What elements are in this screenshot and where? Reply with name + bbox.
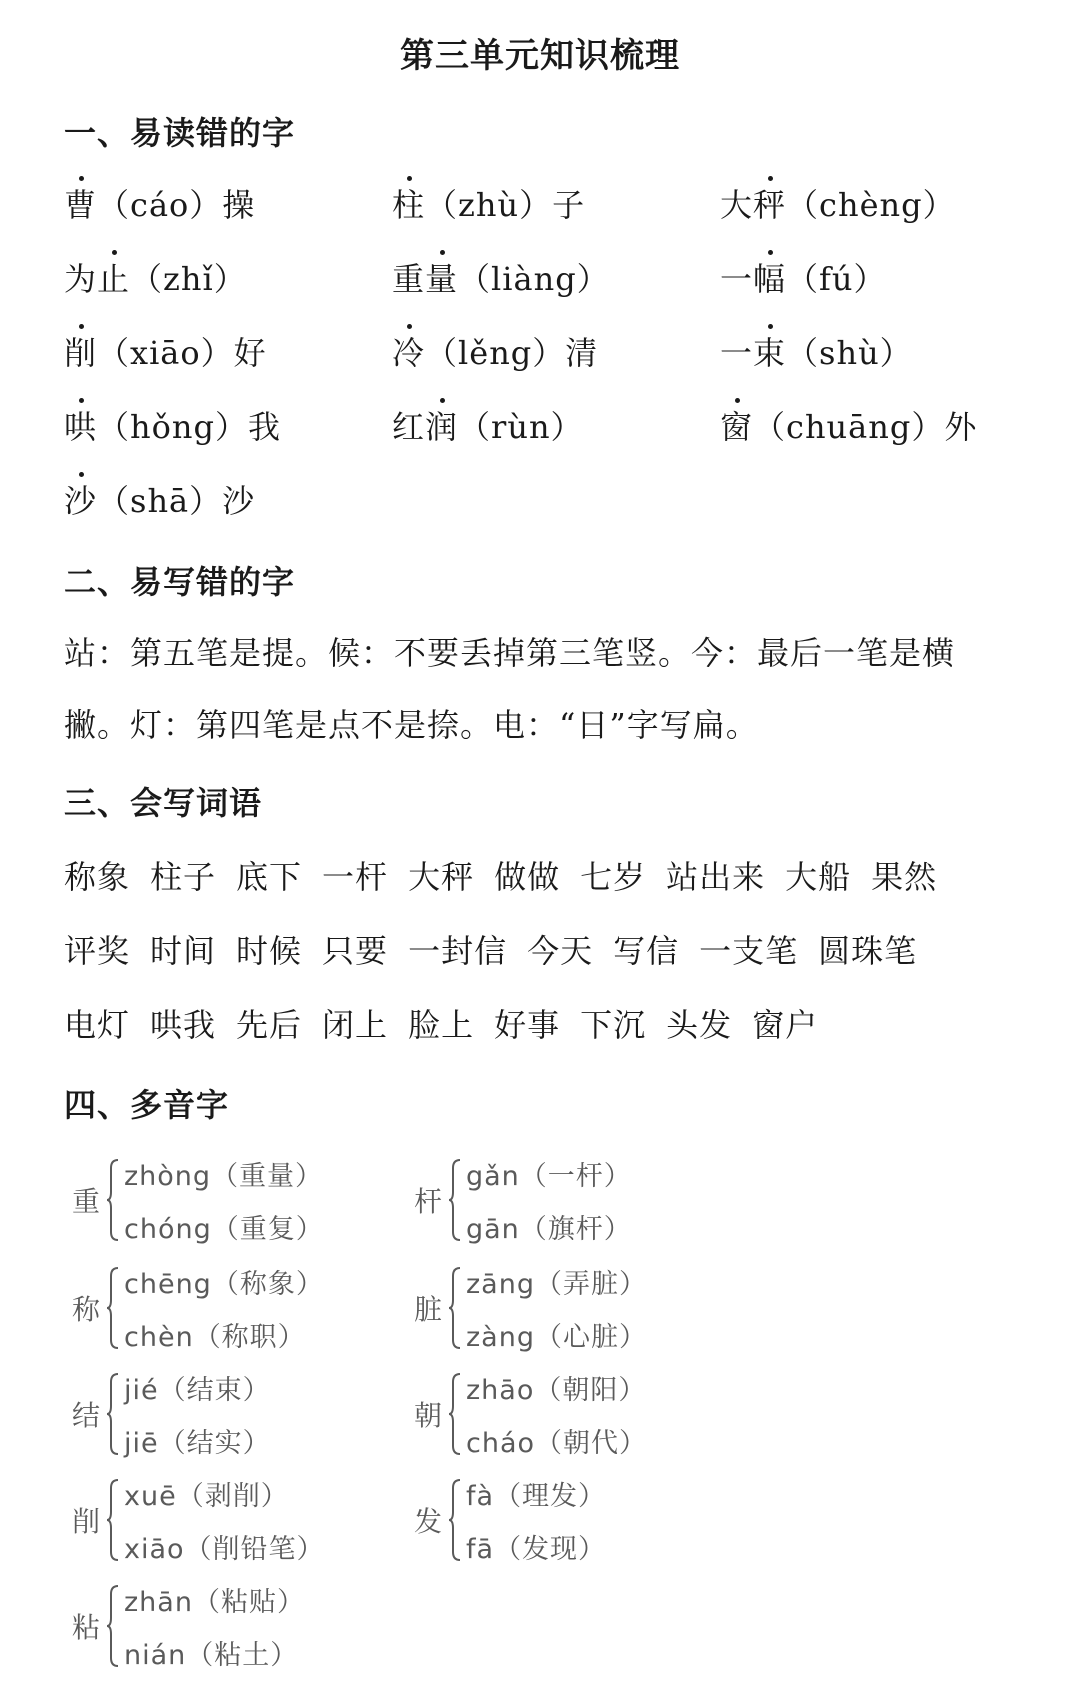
word-item: 圆珠笔 <box>818 932 918 970</box>
reading-pinyin: xuē <box>124 1481 177 1512</box>
read-item-pinyin: （chèng） <box>786 186 956 224</box>
word-item: 大秤 <box>408 858 475 896</box>
word-item: 大船 <box>785 858 852 896</box>
reading-pinyin: zhòng <box>124 1161 212 1192</box>
brace-icon <box>106 1266 120 1350</box>
read-item-dotted-char: 幅 <box>753 254 786 300</box>
read-item-dotted-char: 止 <box>97 254 130 300</box>
word-item: 头发 <box>666 1006 733 1044</box>
read-item <box>392 180 585 226</box>
read-item <box>64 180 255 226</box>
polyphone-reading <box>466 1154 632 1193</box>
read-item <box>392 328 598 374</box>
word-item: 脸上 <box>408 1006 475 1044</box>
write-line: 站：第五笔是提。候：不要丢掉第三笔竖。今：最后一笔是横 <box>64 634 956 672</box>
word-item: 柱子 <box>150 858 217 896</box>
polyphone-reading <box>124 1633 305 1672</box>
reading-pinyin: zhāo <box>466 1375 535 1406</box>
reading-pinyin: jié <box>124 1375 159 1406</box>
read-item-pinyin: （cáo）操 <box>97 186 256 224</box>
reading-word: （弄脏） <box>534 1269 647 1300</box>
word-item: 只要 <box>322 932 389 970</box>
polyphone-reading <box>124 1527 325 1566</box>
reading-word: （一杆） <box>519 1161 632 1192</box>
word-item: 评奖 <box>64 932 131 970</box>
read-item-pinyin: （hǒng）我 <box>97 408 281 446</box>
write-line: 撇。灯：第四笔是点不是捺。电：“日”字写扁。 <box>64 706 759 744</box>
word-item: 好事 <box>494 1006 561 1044</box>
polyphone-reading <box>124 1207 324 1246</box>
polyphone-char: 杆 <box>414 1185 443 1218</box>
read-item-dotted-char: 削 <box>64 328 97 374</box>
polyphone-reading <box>466 1315 647 1354</box>
read-item-dotted-char: 量 <box>425 254 458 300</box>
reading-pinyin: jiē <box>124 1428 159 1459</box>
read-item <box>720 254 887 300</box>
brace-icon <box>448 1158 462 1242</box>
read-item-pinyin: （xiāo）好 <box>97 334 267 372</box>
word-item: 写信 <box>613 932 680 970</box>
reading-word: （剥削） <box>176 1481 289 1512</box>
polyphone-group <box>414 1152 632 1248</box>
read-item-pinyin: （lěng）清 <box>425 334 599 372</box>
reading-word: （发现） <box>494 1534 607 1565</box>
reading-pinyin: zhān <box>124 1587 193 1618</box>
word-item: 哄我 <box>150 1006 217 1044</box>
section-heading-write: 二、易写错的字 <box>64 563 296 601</box>
polyphone-reading <box>466 1207 632 1246</box>
word-item: 一支笔 <box>699 932 799 970</box>
read-item-dotted-char: 束 <box>753 328 786 374</box>
polyphone-group <box>72 1578 305 1674</box>
reading-pinyin: gǎn <box>466 1161 520 1192</box>
word-item: 下沉 <box>580 1006 647 1044</box>
read-item-prefix: 一 <box>720 334 754 372</box>
polyphone-group <box>414 1472 606 1568</box>
read-item <box>64 402 281 448</box>
polyphone-char: 结 <box>72 1399 101 1432</box>
word-item: 一封信 <box>408 932 508 970</box>
brace-icon <box>106 1584 120 1668</box>
polyphone-char: 重 <box>72 1185 101 1218</box>
reading-pinyin: chóng <box>124 1214 212 1245</box>
word-item: 窗户 <box>752 1006 819 1044</box>
read-item <box>720 328 913 374</box>
reading-pinyin: nián <box>124 1640 187 1671</box>
polyphone-reading <box>124 1368 271 1407</box>
read-item-dotted-char: 秤 <box>753 180 786 226</box>
read-item-prefix: 红 <box>392 408 426 446</box>
word-item: 时候 <box>236 932 303 970</box>
read-item-pinyin: （fú） <box>786 260 887 298</box>
polyphone-reading <box>124 1315 324 1354</box>
section-heading-poly: 四、多音字 <box>64 1086 230 1124</box>
polyphone-char: 朝 <box>414 1399 443 1432</box>
read-item <box>392 402 584 448</box>
brace-icon <box>106 1478 120 1562</box>
read-item-pinyin: （chuāng）外 <box>753 408 978 446</box>
read-item-dotted-char: 哄 <box>64 402 97 448</box>
word-item: 时间 <box>150 932 217 970</box>
read-item-pinyin: （shù） <box>786 334 913 372</box>
read-item-prefix: 一 <box>720 260 754 298</box>
word-item: 闭上 <box>322 1006 389 1044</box>
read-item-dotted-char: 柱 <box>392 180 425 226</box>
reading-pinyin: cháo <box>466 1428 536 1459</box>
polyphone-char: 称 <box>72 1293 101 1326</box>
polyphone-group <box>414 1366 647 1462</box>
reading-pinyin: fā <box>466 1534 495 1565</box>
polyphone-group <box>72 1260 324 1356</box>
brace-icon <box>448 1372 462 1456</box>
word-item: 底下 <box>236 858 303 896</box>
reading-word: （结实） <box>158 1428 271 1459</box>
read-item-pinyin: （zhù）子 <box>425 186 586 224</box>
reading-word: （粘贴） <box>192 1587 305 1618</box>
read-item-pinyin: （rùn） <box>458 408 584 446</box>
reading-word: （朝代） <box>535 1428 648 1459</box>
read-item-prefix: 为 <box>64 260 98 298</box>
reading-word: （粘土） <box>186 1640 299 1671</box>
polyphone-group <box>72 1152 324 1248</box>
polyphone-reading <box>466 1474 606 1513</box>
brace-icon <box>448 1266 462 1350</box>
read-item-dotted-char: 冷 <box>392 328 425 374</box>
page-title: 第三单元知识梳理 <box>400 36 680 76</box>
word-item: 先后 <box>236 1006 303 1044</box>
reading-word: （重复） <box>211 1214 324 1245</box>
reading-word: （心脏） <box>534 1322 647 1353</box>
reading-pinyin: gān <box>466 1214 520 1245</box>
polyphone-reading <box>124 1154 324 1193</box>
read-item <box>720 402 977 448</box>
polyphone-char: 发 <box>414 1505 443 1538</box>
reading-pinyin: chēng <box>124 1269 212 1300</box>
reading-pinyin: fà <box>466 1481 495 1512</box>
read-item <box>64 476 255 522</box>
reading-word: （结束） <box>158 1375 271 1406</box>
read-item-dotted-char: 润 <box>425 402 458 448</box>
polyphone-group <box>72 1366 271 1462</box>
polyphone-reading <box>124 1580 305 1619</box>
reading-word: （削铅笔） <box>184 1534 325 1565</box>
reading-pinyin: zāng <box>466 1269 535 1300</box>
polyphone-reading <box>124 1421 271 1460</box>
read-item-dotted-char: 沙 <box>64 476 97 522</box>
reading-word: （理发） <box>494 1481 607 1512</box>
polyphone-char: 粘 <box>72 1611 101 1644</box>
reading-word: （旗杆） <box>519 1214 632 1245</box>
polyphone-group <box>414 1260 647 1356</box>
word-item: 站出来 <box>666 858 766 896</box>
polyphone-reading <box>466 1262 647 1301</box>
read-item <box>392 254 610 300</box>
reading-pinyin: zàng <box>466 1322 535 1353</box>
read-item-dotted-char: 窗 <box>720 402 753 448</box>
reading-word: （重量） <box>211 1161 324 1192</box>
word-row <box>64 926 937 972</box>
read-item <box>64 328 267 374</box>
polyphone-reading <box>124 1262 324 1301</box>
reading-pinyin: xiāo <box>124 1534 185 1565</box>
section-heading-words: 三、会写词语 <box>64 784 263 822</box>
section-heading-read: 一、易读错的字 <box>64 114 296 152</box>
polyphone-reading <box>466 1368 647 1407</box>
brace-icon <box>106 1158 120 1242</box>
polyphone-reading <box>466 1421 647 1460</box>
read-item-pinyin: （zhǐ） <box>130 260 247 298</box>
word-item: 今天 <box>527 932 594 970</box>
read-item-pinyin: （shā）沙 <box>97 482 256 520</box>
word-item: 称象 <box>64 858 131 896</box>
reading-word: （称象） <box>211 1269 324 1300</box>
word-item: 果然 <box>871 858 938 896</box>
reading-pinyin: chèn <box>124 1322 194 1353</box>
polyphone-char: 削 <box>72 1505 101 1538</box>
word-item: 七岁 <box>580 858 647 896</box>
reading-word: （朝阳） <box>534 1375 647 1406</box>
read-item-dotted-char: 曹 <box>64 180 97 226</box>
word-item: 电灯 <box>64 1006 131 1044</box>
read-item <box>64 254 247 300</box>
read-item-prefix: 大 <box>720 186 754 224</box>
read-item <box>720 180 956 226</box>
word-row <box>64 852 957 898</box>
read-item-prefix: 重 <box>392 260 426 298</box>
polyphone-reading <box>124 1474 325 1513</box>
word-row <box>64 1000 838 1046</box>
brace-icon <box>448 1478 462 1562</box>
reading-word: （称职） <box>193 1322 306 1353</box>
polyphone-reading <box>466 1527 606 1566</box>
word-item: 一杆 <box>322 858 389 896</box>
polyphone-group <box>72 1472 325 1568</box>
brace-icon <box>106 1372 120 1456</box>
read-item-pinyin: （liàng） <box>458 260 610 298</box>
word-item: 做做 <box>494 858 561 896</box>
polyphone-char: 脏 <box>414 1293 443 1326</box>
